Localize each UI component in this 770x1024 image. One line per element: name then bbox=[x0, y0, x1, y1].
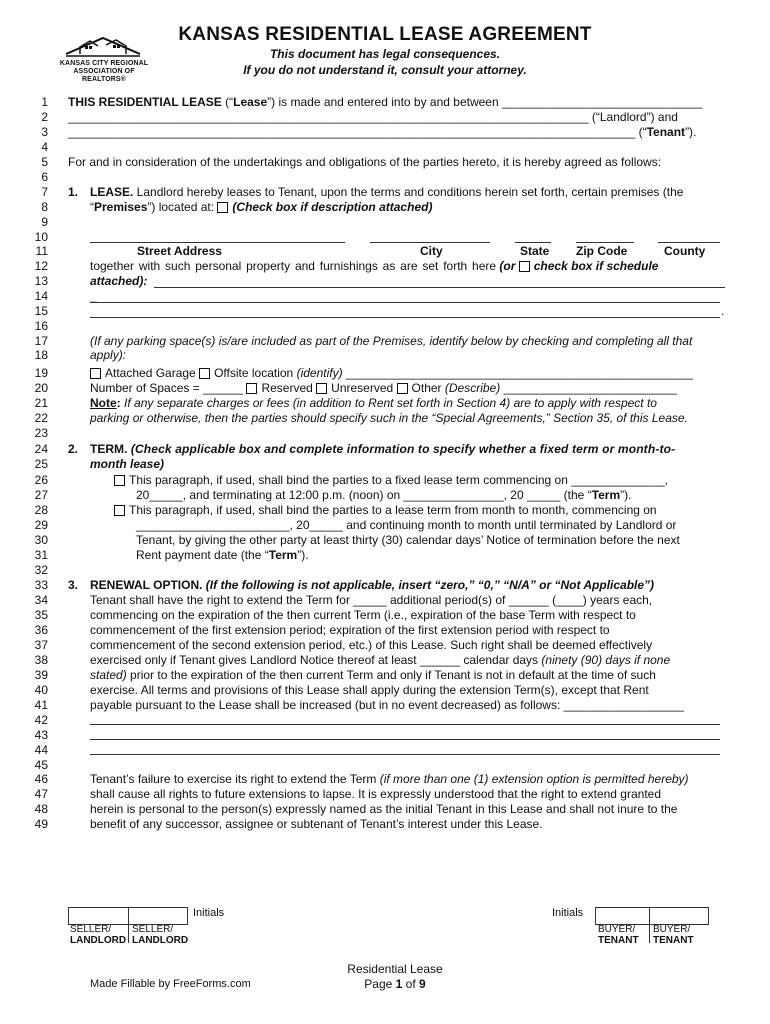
seller-landlord-2: SELLER/ LANDLORD bbox=[132, 924, 189, 946]
line-number: 16 bbox=[34, 319, 48, 333]
line-number: 35 bbox=[34, 608, 48, 622]
city-label: City bbox=[420, 244, 443, 258]
page-indicator: Page 1 of 9 bbox=[364, 977, 426, 991]
line-number: 27 bbox=[34, 488, 48, 502]
city-field[interactable] bbox=[370, 242, 490, 243]
logo-line-2: ASSOCIATION OF REALTORS® bbox=[73, 68, 135, 83]
section-2-number: 2. bbox=[68, 442, 79, 456]
renewal-line-38: exercised only if Tenant gives Landlord Notice thereof at least ______ calendar days (ninety (90) days if none bbox=[90, 653, 671, 667]
county-label: County bbox=[664, 244, 706, 258]
renewal-line-41: payable pursuant to the Lease shall be increased (but in no event decreased) as follows: __________________ bbox=[90, 698, 684, 712]
attached-label: attached): bbox=[90, 274, 148, 288]
month-to-month-notice: Tenant, by giving the other party at least thirty (30) calendar days’ Notice of termination before the next bbox=[136, 533, 680, 547]
property-field-3[interactable] bbox=[90, 317, 720, 318]
line-2-landlord[interactable]: ______________________________________________________________________________ (“Landlord”) and bbox=[68, 110, 678, 124]
line-number: 9 bbox=[41, 215, 48, 229]
parking-note-continued: parking or otherwise, then the parties should specify such in the “Special Agreements,” Section 35, of this Lease. bbox=[90, 411, 688, 425]
line-number: 36 bbox=[34, 623, 48, 637]
property-field-start: _ bbox=[90, 289, 97, 303]
line-number: 30 bbox=[34, 533, 48, 547]
line-number: 4 bbox=[41, 140, 48, 154]
line-number: 39 bbox=[34, 668, 48, 682]
section-3-number: 3. bbox=[68, 578, 79, 592]
line-number: 20 bbox=[34, 381, 48, 395]
line-number: 28 bbox=[34, 503, 48, 517]
increase-field-1[interactable] bbox=[90, 724, 720, 725]
renewal-line-40: exercise. All terms and provisions of this Lease shall apply during the extension Term(s), except that Rent bbox=[90, 683, 649, 697]
property-field-2[interactable] bbox=[90, 302, 720, 303]
section-3-heading: RENEWAL OPTION. (If the following is not applicable, insert “zero,” “0,” “N/A” or “Not Applicable”) bbox=[90, 578, 655, 592]
section-2-heading: TERM. (Check applicable box and complete information to specify whether a fixed term or month-to- bbox=[90, 442, 676, 456]
line-number: 24 bbox=[34, 442, 48, 456]
renewal-line-36: commencement of the first extension period; expiration of the first extension period with respect to bbox=[90, 623, 610, 637]
month-to-month-rent: Rent payment date (the “Term”). bbox=[136, 548, 309, 562]
buyer-tenant-1: BUYER/ TENANT bbox=[598, 924, 639, 946]
parking-note: Note: If any separate charges or fees (in addition to Rent set forth in Section 4) are to apply with respect to bbox=[90, 396, 657, 410]
line-number: 45 bbox=[34, 758, 48, 772]
month-to-month-checkbox[interactable] bbox=[114, 505, 125, 516]
line-number: 44 bbox=[34, 743, 48, 757]
line-number: 34 bbox=[34, 593, 48, 607]
county-field[interactable] bbox=[658, 242, 720, 243]
footer-doc-name: Residential Lease bbox=[347, 962, 443, 976]
line-number: 14 bbox=[34, 289, 48, 303]
street-address-label: Street Address bbox=[137, 244, 222, 258]
line-number: 37 bbox=[34, 638, 48, 652]
subtitle-warning: This document has legal consequences. bbox=[269, 47, 501, 61]
section-2-heading-cont: month lease) bbox=[90, 457, 165, 471]
month-to-month-line: This paragraph, if used, shall bind the parties to a lease term from month to month, commencing on bbox=[114, 503, 657, 517]
line-number: 42 bbox=[34, 713, 48, 727]
fixed-term-checkbox[interactable] bbox=[114, 475, 125, 486]
line-number: 21 bbox=[34, 396, 48, 410]
increase-field-3[interactable] bbox=[90, 754, 720, 755]
line-number: 15 bbox=[34, 304, 48, 318]
buyer-initials-label: Initials bbox=[552, 907, 584, 919]
zip-code-label: Zip Code bbox=[576, 244, 628, 258]
other-checkbox[interactable] bbox=[397, 383, 408, 394]
renewal-line-37: commencement of the second extension period, etc.) of this Lease. Such right shall be deemed effectively bbox=[90, 638, 653, 652]
seller-initials-divider bbox=[128, 907, 129, 943]
increase-field-2[interactable] bbox=[90, 739, 720, 740]
schedule-attached-checkbox[interactable] bbox=[519, 261, 530, 272]
line-number: 12 bbox=[34, 259, 48, 273]
line-number: 43 bbox=[34, 728, 48, 742]
line-number: 19 bbox=[34, 366, 48, 380]
made-fillable-credit: Made Fillable by FreeForms.com bbox=[90, 978, 251, 990]
renewal-line-49: benefit of any successor, assignee or subtenant of Tenant’s interest under this Lease. bbox=[90, 817, 543, 831]
line-number: 40 bbox=[34, 683, 48, 697]
buyer-initials-divider bbox=[649, 907, 650, 943]
line-number: 22 bbox=[34, 411, 48, 425]
line-number: 1 bbox=[41, 95, 48, 109]
line-number: 48 bbox=[34, 802, 48, 816]
description-attached-checkbox[interactable] bbox=[217, 202, 228, 213]
section-1-heading: LEASE. Landlord hereby leases to Tenant, upon the terms and conditions herein set forth, certain premises (the bbox=[90, 185, 684, 199]
line-number: 38 bbox=[34, 653, 48, 667]
parking-apply: apply): bbox=[90, 348, 127, 362]
line-number: 33 bbox=[34, 578, 48, 592]
section-1-number: 1. bbox=[68, 185, 79, 199]
line-number: 11 bbox=[35, 244, 48, 258]
line-number: 13 bbox=[34, 274, 48, 288]
property-field-1[interactable] bbox=[154, 287, 725, 288]
line-number: 29 bbox=[34, 518, 48, 532]
number-of-spaces-line: Number of Spaces = ______ Reserved Unreserved Other (Describe) __________________________ bbox=[90, 381, 678, 395]
premises-line: “Premises”) located at: (Check box if description attached) bbox=[90, 200, 433, 214]
renewal-line-47: shall cause all rights to future extensions to lapse. It is expressly understood that the right to extend granted bbox=[90, 787, 661, 801]
seller-initials-label: Initials bbox=[193, 907, 225, 919]
renewal-line-48: herein is personal to the person(s) expressly named as the initial Tenant in this Lease and shall not inure to the bbox=[90, 802, 678, 816]
line-number: 6 bbox=[41, 170, 48, 184]
offsite-location-checkbox[interactable] bbox=[199, 368, 210, 379]
line-number: 32 bbox=[34, 563, 48, 577]
month-to-month-dates: _______________________, 20_____ and continuing month to month until terminated by Landlord or bbox=[136, 518, 677, 532]
line-number: 5 bbox=[41, 155, 48, 169]
state-label: State bbox=[520, 244, 550, 258]
line-1-text: THIS RESIDENTIAL LEASE (“Lease”) is made and entered into by and between ______________________________ bbox=[68, 95, 703, 109]
logo-line-1: KANSAS CITY REGIONAL bbox=[59, 60, 149, 67]
line-number: 23 bbox=[34, 426, 48, 440]
fixed-term-dates: 20_____, and terminating at 12:00 p.m. (noon) on _______________, 20 _____ (the “Term”). bbox=[136, 488, 632, 502]
line-3-tenant[interactable]: _____________________________________________________________________________________ (“Tenant”). bbox=[68, 125, 697, 139]
line-number: 17 bbox=[34, 334, 48, 348]
parking-instructions: (If any parking space(s) is/are included as part of the Premises, identify below by checking and completing all that bbox=[90, 334, 693, 348]
consideration-text: For and in consideration of the undertakings and obligations of the parties hereto, it is hereby agreed as follows: bbox=[68, 155, 662, 169]
line-number: 18 bbox=[34, 348, 48, 362]
attached-garage-checkbox[interactable] bbox=[90, 368, 101, 379]
line-number: 31 bbox=[34, 548, 48, 562]
renewal-line-46: Tenant’s failure to exercise its right to extend the Term (if more than one (1) extension option is permitted hereby) bbox=[90, 772, 689, 786]
seller-landlord-1: SELLER/ LANDLORD bbox=[70, 924, 127, 946]
line-number: 8 bbox=[41, 200, 48, 214]
buyer-initials-box[interactable] bbox=[595, 907, 709, 925]
unreserved-checkbox[interactable] bbox=[316, 383, 327, 394]
renewal-line-35: commencing on the expiration of the then current Term (i.e., expiration of the base Term with respect to bbox=[90, 608, 636, 622]
line-number: 7 bbox=[41, 185, 48, 199]
reserved-checkbox[interactable] bbox=[246, 383, 257, 394]
parking-options-line: Attached Garage Offsite location (identify) ____________________________________________________ bbox=[90, 366, 693, 380]
state-field[interactable] bbox=[515, 242, 551, 243]
personal-property-line: together with such personal property and furnishings as are set forth here (or check box if schedule bbox=[90, 259, 659, 273]
line-number: 25 bbox=[34, 457, 48, 471]
buyer-tenant-2: BUYER/ TENANT bbox=[653, 924, 694, 946]
line-number: 41 bbox=[34, 698, 48, 712]
line-number: 26 bbox=[34, 473, 48, 487]
line-number: 3 bbox=[41, 125, 48, 139]
line-number: 10 bbox=[34, 230, 48, 244]
line-number: 2 bbox=[41, 110, 48, 124]
street-address-field[interactable] bbox=[90, 242, 345, 243]
document-title: KANSAS RESIDENTIAL LEASE AGREEMENT bbox=[178, 24, 592, 45]
line-number: 47 bbox=[34, 787, 48, 801]
line-number: 46 bbox=[34, 772, 48, 786]
property-field-end: . bbox=[721, 304, 725, 318]
zip-code-field[interactable] bbox=[576, 242, 634, 243]
renewal-line-34: Tenant shall have the right to extend the Term for _____ additional period(s) of ______ (____) years each, bbox=[90, 593, 653, 607]
fixed-term-line: This paragraph, if used, shall bind the parties to a fixed lease term commencing on ______________, bbox=[114, 473, 668, 487]
subtitle-advice: If you do not understand it, consult your attorney. bbox=[243, 63, 527, 77]
line-number: 49 bbox=[34, 817, 48, 831]
renewal-line-39: stated) prior to the expiration of the then current Term and only if Tenant is not in default at the time of such bbox=[90, 668, 656, 682]
